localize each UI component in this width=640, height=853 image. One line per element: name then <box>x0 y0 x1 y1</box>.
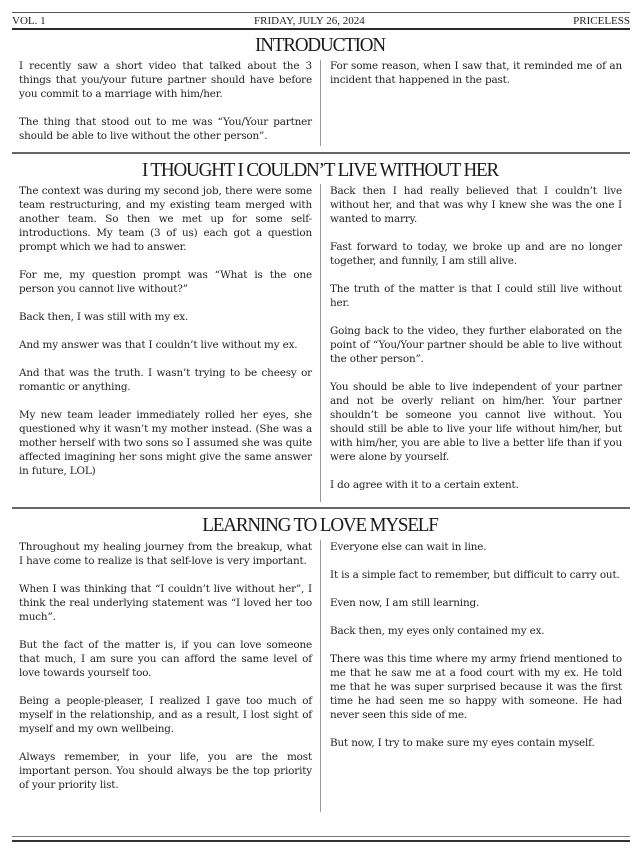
introduction-right-column <box>330 59 622 87</box>
paragraph: Fast forward to today, we broke up and are no longer together, and funnily, I am still alive. <box>330 241 622 267</box>
column-divider <box>320 184 321 502</box>
column-divider <box>320 540 321 812</box>
volume-label: VOL. 1 <box>12 14 46 27</box>
paragraph: The context was during my second job, there were some team restructuring, and my existing team merged with another team. So then we met up for some self-introductions. My team (3 of us) each got a question prompt which we had to answer. <box>19 185 312 253</box>
paragraph: For me, my question prompt was “What is the one person you cannot live without?” <box>19 269 312 295</box>
learning-left-column <box>19 540 312 792</box>
masthead <box>12 12 630 30</box>
paragraph: My new team leader immediately rolled her eyes, she questioned why it wasn’t my mother instead. (She was a mother herself with two sons so I assumed she was quite affected imagining her sons might give the same answer in future, LOL) <box>19 409 312 477</box>
paragraph: Even now, I am still learning. <box>330 597 480 609</box>
paragraph: I do agree with it to a certain extent. <box>330 479 519 491</box>
paragraph: I recently saw a short video that talked about the 3 things that you/your future partner should have before you commit to a marriage with him/her. <box>19 60 312 100</box>
column-divider <box>320 60 321 146</box>
section-title-introduction: INTRODUCTION <box>255 34 385 56</box>
paragraph: But now, I try to make sure my eyes contain myself. <box>330 737 595 749</box>
footer-rule <box>12 840 630 842</box>
paragraph: Everyone else can wait in line. <box>330 541 487 553</box>
section-divider <box>12 152 630 154</box>
learning-right-column <box>330 540 622 750</box>
paragraph: The thing that stood out to me was “You/Your partner should be able to live without the other person”. <box>19 116 312 142</box>
paragraph: And my answer was that I couldn’t live without my ex. <box>19 339 298 351</box>
paragraph: Always remember, in your life, you are the most important person. You should always be the top priority of your priority list. <box>19 751 312 791</box>
paragraph: When I was thinking that “I couldn’t live without her”, I think the real underlying statement was “I loved her too much”. <box>19 583 312 623</box>
section-title-learning-to-love-myself: LEARNING TO LOVE MYSELF <box>202 514 438 536</box>
paragraph: But the fact of the matter is, if you can love someone that much, I am sure you can afford the same level of love towards yourself too. <box>19 639 312 679</box>
paragraph: There was this time where my army friend mentioned to me that he saw me at a food court with my ex. He told me that he was super surprised because it was the first time he had seen me so happy with someone. He had never seen this side of me. <box>330 653 622 721</box>
paragraph: The truth of the matter is that I could still live without her. <box>330 283 622 309</box>
couldnt-live-left-column <box>19 184 312 478</box>
couldnt-live-right-column <box>330 184 622 492</box>
paragraph: Being a people-pleaser, I realized I gave too much of myself in the relationship, and as a result, I lost sight of myself and my own wellbeing. <box>19 695 312 735</box>
paragraph: Back then, my eyes only contained my ex. <box>330 625 545 637</box>
paragraph: Back then, I was still with my ex. <box>19 311 189 323</box>
price-label: PRICELESS <box>573 14 630 27</box>
paragraph: Back then I had really believed that I couldn’t live without her, and that was why I knew she was the one I wanted to marry. <box>330 185 622 225</box>
paragraph: For some reason, when I saw that, it reminded me of an incident that happened in the past. <box>330 60 622 86</box>
paragraph: Going back to the video, they further elaborated on the point of “You/Your partner should be able to live without the other person”. <box>330 325 622 365</box>
footer-rule <box>12 836 630 837</box>
paragraph: Throughout my healing journey from the breakup, what I have come to realize is that self-love is very important. <box>19 541 312 567</box>
introduction-left-column <box>19 59 312 143</box>
paragraph: You should be able to live independent of your partner and not be overly reliant on him/her. Your partner shouldn’t be someone you cannot live without. You should still be able to live your life without him/her, but with him/her, you are able to live a better life than if you were alone by yourself. <box>330 381 622 463</box>
section-title-couldnt-live-without-her: I THOUGHT I COULDN’T LIVE WITHOUT HER <box>141 159 499 181</box>
paragraph: It is a simple fact to remember, but difficult to carry out. <box>330 569 620 581</box>
paragraph: And that was the truth. I wasn’t trying to be cheesy or romantic or anything. <box>19 367 312 393</box>
issue-date: FRIDAY, JULY 26, 2024 <box>254 14 365 27</box>
section-divider <box>12 507 630 509</box>
